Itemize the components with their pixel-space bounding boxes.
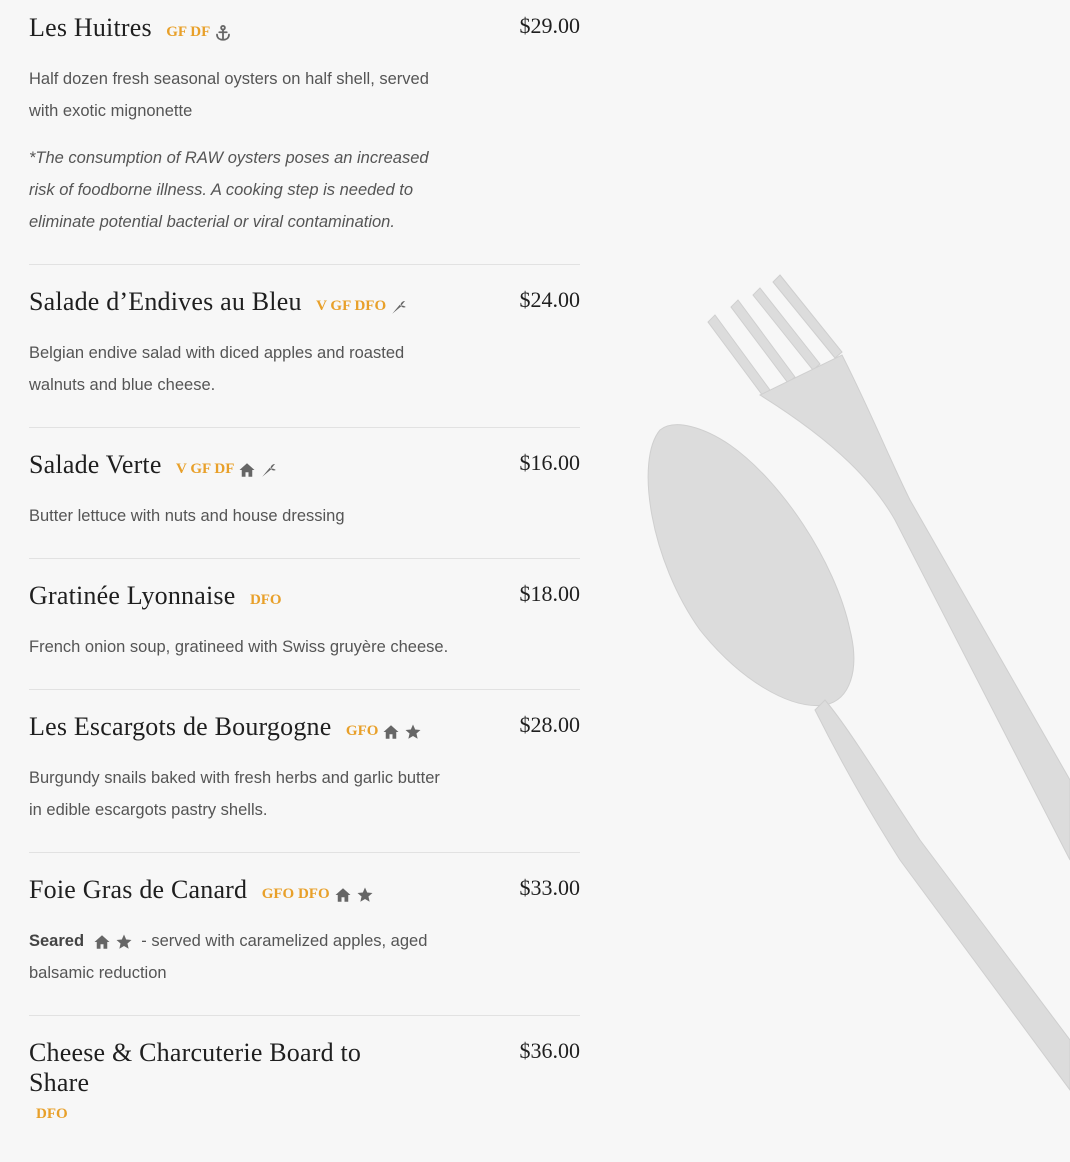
star-icon	[115, 933, 133, 951]
dietary-tags-text: V GF DFO	[316, 298, 387, 314]
menu-item	[29, 428, 580, 559]
dietary-tags-text: GF DF	[166, 24, 211, 40]
item-price: $36.00	[519, 1038, 580, 1063]
item-description: French onion soup, gratineed with Swiss gruyère cheese.	[29, 638, 449, 656]
dietary-tags-text: GFO	[345, 723, 379, 739]
menu-list	[29, 0, 580, 1123]
menu-item-header	[29, 581, 580, 611]
item-description	[29, 925, 449, 989]
item-price: $33.00	[519, 875, 580, 900]
menu-item	[29, 853, 580, 1016]
menu-item	[29, 559, 580, 690]
dietary-tags-text: DFO	[249, 592, 282, 608]
raw-oyster-warning: *The consumption of RAW oysters poses an increased risk of foodborne illness. A cooking step is needed to eliminate potential bacterial or viral contamination.	[29, 149, 429, 231]
menu-item	[29, 690, 580, 853]
menu-item	[29, 265, 580, 428]
fork-and-spoon-illustration	[620, 260, 1070, 1100]
item-description: Butter lettuce with nuts and house dressing	[29, 507, 345, 525]
item-name: Salade d’Endives au Bleu	[29, 287, 302, 316]
preparation-label: Seared	[29, 932, 85, 950]
item-price: $18.00	[519, 581, 580, 606]
dietary-tags	[250, 592, 282, 609]
dietary-tags	[176, 461, 278, 479]
item-name: Les Huitres	[29, 13, 152, 42]
dietary-tags	[166, 24, 232, 42]
anchor-icon	[214, 24, 232, 42]
dietary-tags	[346, 723, 423, 741]
menu-item-header	[29, 13, 580, 43]
carrot-icon	[390, 298, 408, 316]
item-name: Cheese & Charcuterie Board to Share	[29, 1038, 362, 1097]
item-name: Les Escargots de Bourgogne	[29, 712, 332, 741]
item-price: $16.00	[519, 450, 580, 475]
star-icon	[404, 723, 422, 741]
menu-item-header	[29, 450, 580, 480]
item-price: $28.00	[519, 712, 580, 737]
house-icon	[382, 723, 400, 741]
menu-item-header	[29, 1038, 580, 1123]
menu-item-header	[29, 875, 580, 905]
item-name: Foie Gras de Canard	[29, 875, 248, 904]
item-price: $24.00	[519, 287, 580, 312]
dietary-tags	[36, 1106, 420, 1123]
house-icon	[93, 933, 111, 951]
dietary-tags-text: DFO	[36, 1106, 68, 1122]
house-icon	[238, 461, 256, 479]
item-price: $29.00	[519, 13, 580, 38]
menu-item-header	[29, 712, 580, 742]
carrot-icon	[260, 461, 278, 479]
item-description: Burgundy snails baked with fresh herbs and garlic butter in edible escargots pastry shells.	[29, 769, 440, 819]
item-description: Half dozen fresh seasonal oysters on half shell, served with exotic mignonette	[29, 70, 429, 120]
item-name: Gratinée Lyonnaise	[29, 581, 236, 610]
item-description-text: - served with caramelized apples, aged balsamic reduction	[29, 932, 428, 982]
item-name: Salade Verte	[29, 450, 162, 479]
item-description: Belgian endive salad with diced apples and roasted walnuts and blue cheese.	[29, 344, 405, 394]
star-icon	[356, 886, 374, 904]
dietary-tags	[262, 886, 374, 904]
preparation-icons	[93, 933, 133, 951]
dietary-tags-text: V GF DF	[176, 461, 235, 477]
dietary-tags	[316, 298, 408, 316]
house-icon	[334, 886, 352, 904]
menu-item-header	[29, 287, 580, 317]
menu-item	[29, 1016, 580, 1123]
dietary-tags-text: GFO DFO	[261, 886, 330, 902]
menu-item	[29, 0, 580, 265]
